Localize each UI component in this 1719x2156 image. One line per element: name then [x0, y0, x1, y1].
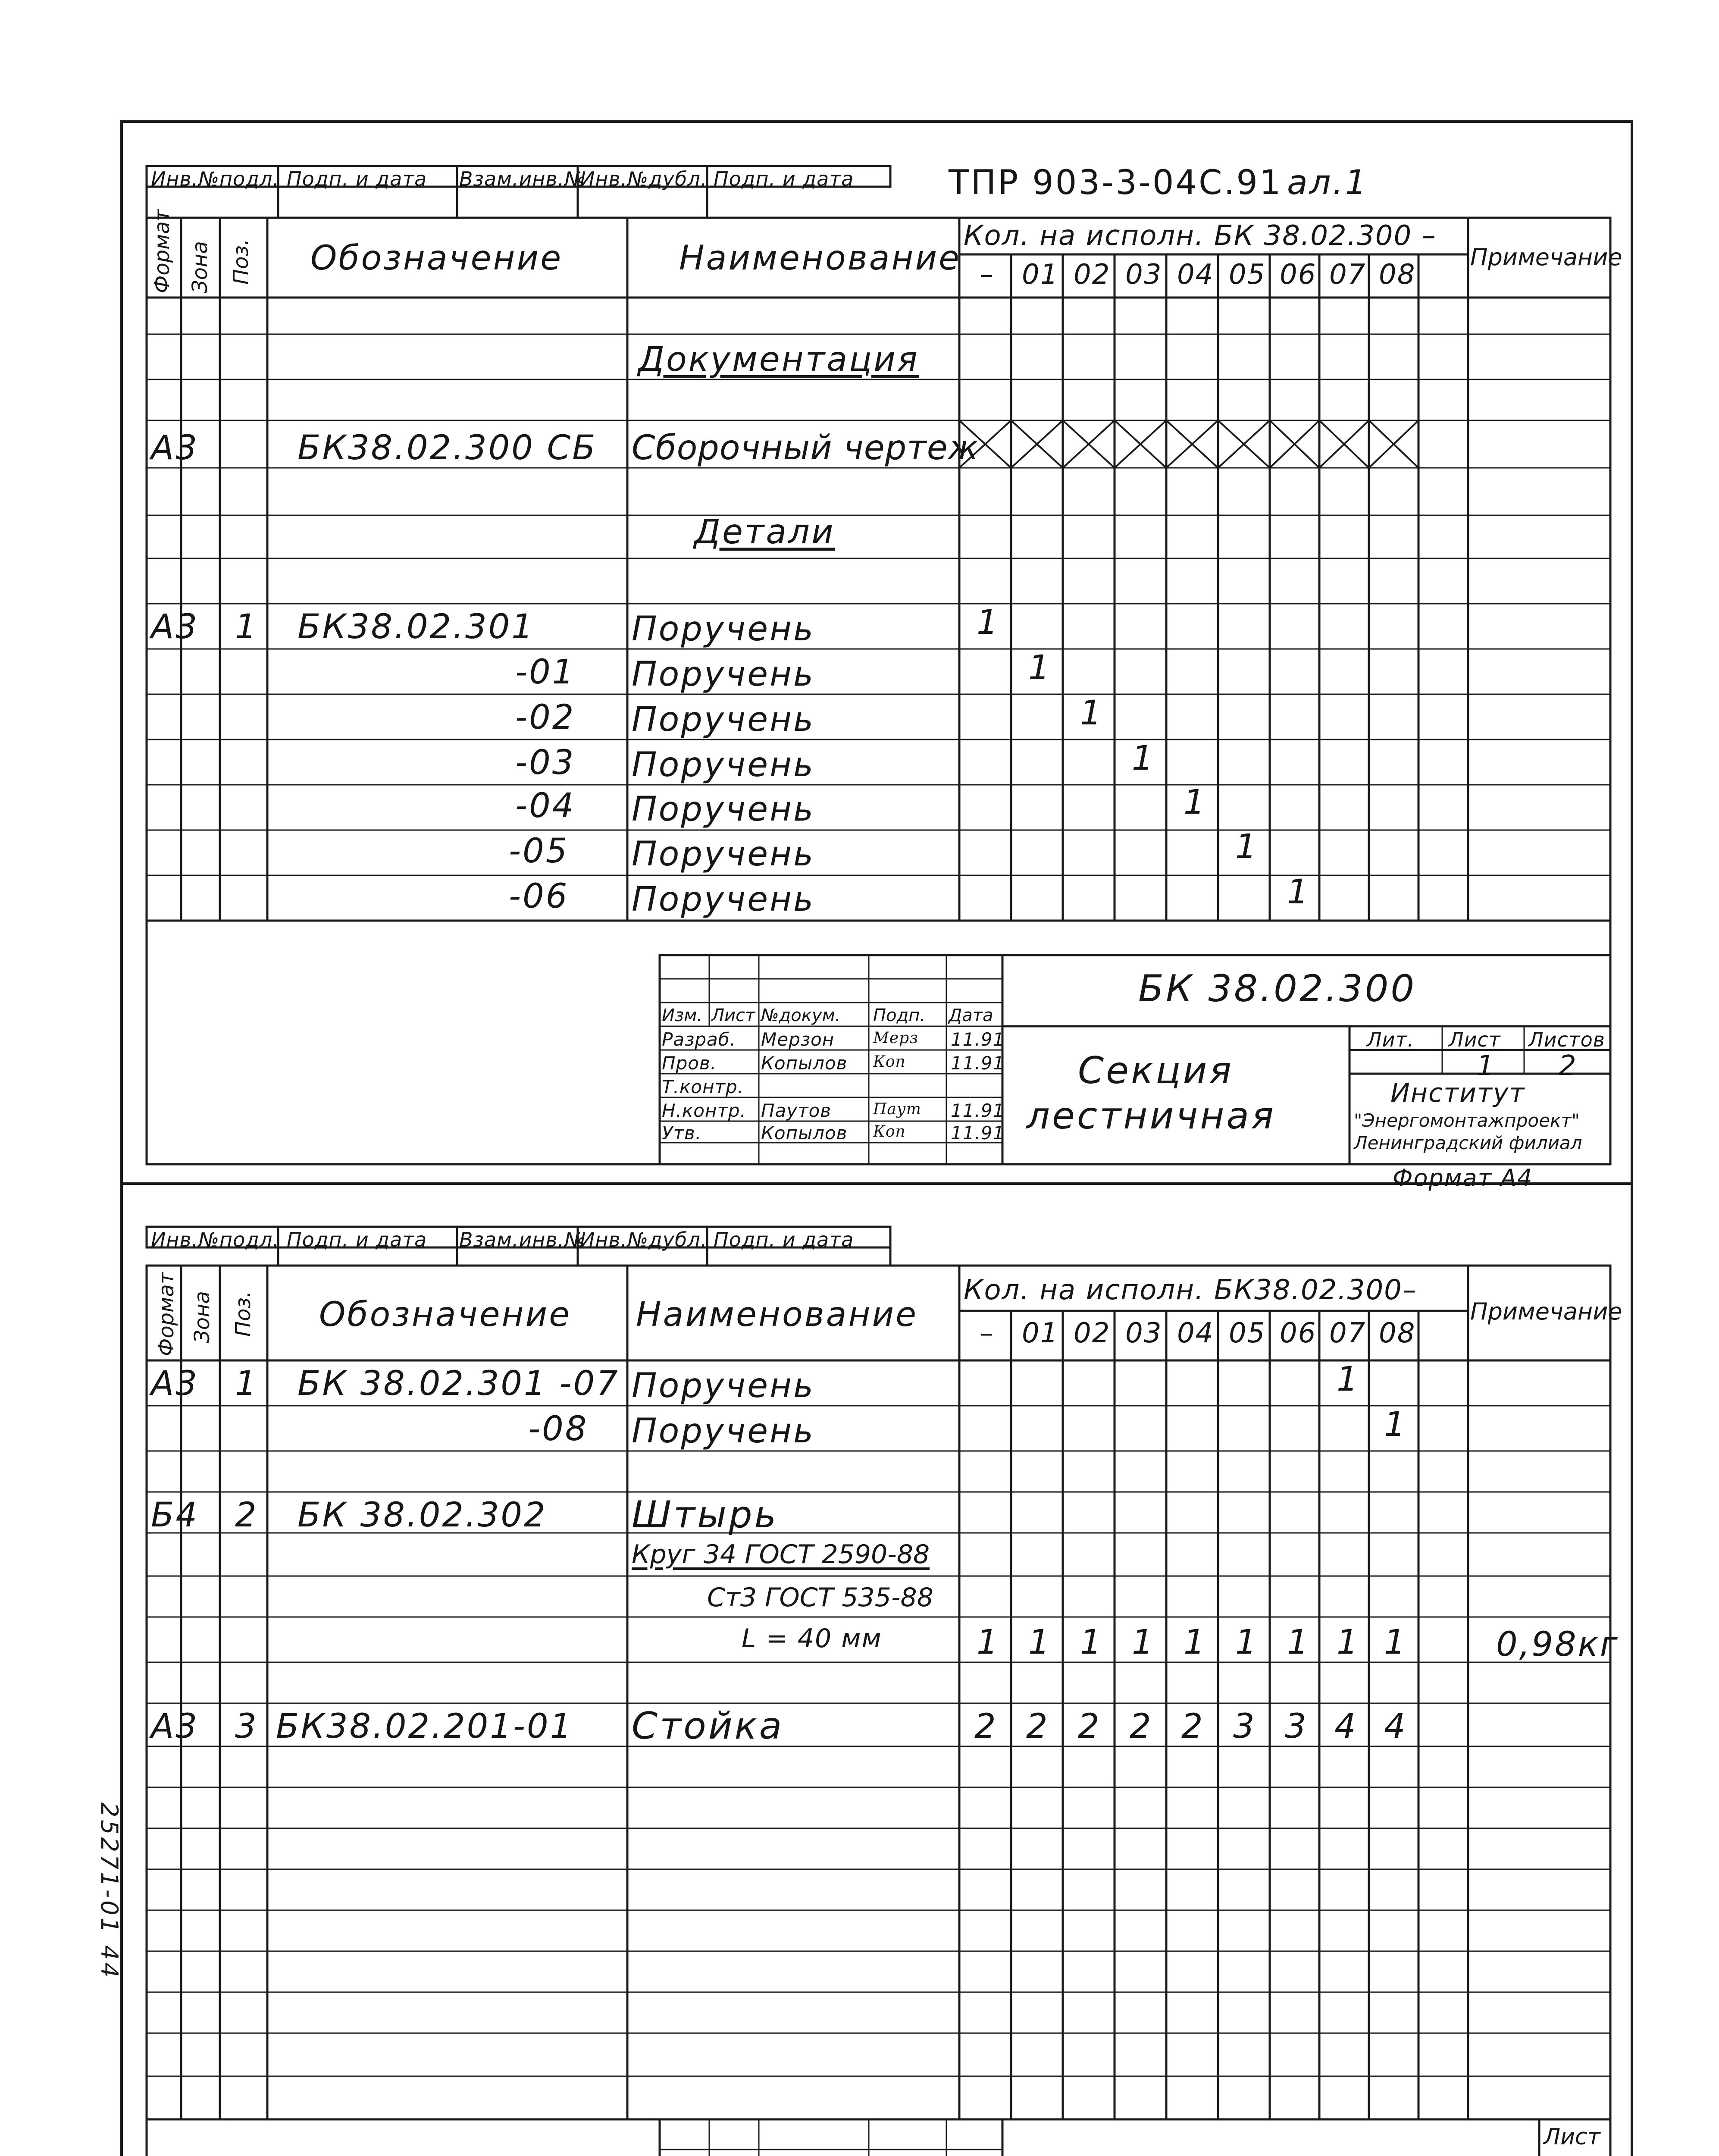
row3-qty: 1 [1080, 694, 1103, 733]
title-block-number: БК 38.02.300 [1138, 967, 1417, 1010]
s2-row7-designation: БК38.02.201-01 [276, 1707, 573, 1746]
s2-row3-pos: 2 [235, 1496, 258, 1535]
title-block-name-2: лестничная [1026, 1094, 1276, 1138]
row5-name: Поручень [632, 790, 815, 829]
s2-variant-header-05: 05 [1229, 1317, 1266, 1349]
s2-row7-qty-03: 2 [1130, 1707, 1153, 1746]
row4-name: Поручень [632, 746, 815, 784]
tb-head-sign: Подп. [873, 1006, 926, 1025]
s2-row7-qty-01: 2 [1026, 1707, 1049, 1746]
doc-code: ТПР 903-3-04С.91 [949, 163, 1283, 202]
s2-row3-designation: БК 38.02.302 [297, 1496, 547, 1535]
s2-row1-pos: 1 [235, 1364, 258, 1403]
row2-qty: 1 [1028, 649, 1052, 687]
tb-name-ncontrol: Паутов [761, 1100, 832, 1121]
s2-row1-qty07: 1 [1337, 1360, 1360, 1399]
row7-name: Поручень [632, 880, 815, 919]
tb-date-check: 11.91 [951, 1053, 1005, 1074]
row1-pos: 1 [235, 608, 258, 646]
tb-role-check: Пров. [662, 1053, 717, 1074]
sheet1-format-label: Формат А4 [1393, 1164, 1533, 1191]
s2-row7-qty-02: 2 [1078, 1707, 1101, 1746]
album-number: ал.1 [1287, 163, 1368, 202]
tb-sheet-label: Лист [1449, 1028, 1501, 1051]
doc-row-format: А3 [151, 429, 199, 467]
row1-format: А3 [151, 608, 199, 646]
row4-designation: -03 [515, 743, 576, 782]
row1-qty: 1 [977, 603, 1000, 642]
variant-header-04: 04 [1177, 259, 1214, 291]
tb-lit-label: Лит. [1367, 1028, 1414, 1051]
s2-col-qty-header: Кол. на исполн. БК38.02.300– [964, 1274, 1417, 1306]
variant-header-03: 03 [1125, 259, 1162, 291]
s2-variant-header-01: 01 [1022, 1317, 1059, 1349]
tb-sign-ncontrol: Паут [873, 1100, 921, 1118]
tb-date-dev: 11.91 [951, 1029, 1005, 1050]
doc-row-name: Сборочный чертеж [632, 429, 979, 467]
row7-designation: -06 [509, 877, 569, 916]
s2-row1-format: А3 [151, 1364, 199, 1403]
row1-name: Поручень [632, 610, 815, 649]
tb-org-3: Ленинградский филиал [1354, 1132, 1582, 1153]
tb-head-date: Дата [949, 1006, 993, 1025]
s2-row7-qty-base: 2 [974, 1707, 998, 1746]
doc-row-designation: БК38.02.300 СБ [297, 429, 597, 467]
row5-qty: 1 [1184, 783, 1207, 822]
s2-row3-name: Штырь [632, 1493, 779, 1536]
s2-row6-qty-08: 1 [1384, 1623, 1407, 1662]
col-pos-header: Поз. [229, 238, 253, 285]
variant-header-base: – [980, 259, 994, 291]
s2-row6-qty-06: 1 [1287, 1623, 1310, 1662]
row4-qty: 1 [1132, 739, 1155, 778]
stamp-inv-orig: Инв.№подл. [151, 167, 280, 191]
row1-designation: БК38.02.301 [297, 608, 535, 646]
tb-sheets-value: 2 [1559, 1050, 1577, 1082]
s2-col-format-header: Формат [154, 1272, 178, 1356]
row2-name: Поручень [632, 655, 815, 694]
stamp-sign-date: Подп. и дата [287, 167, 427, 191]
s2-col-note-header: Примечание [1470, 1298, 1622, 1325]
s2-row2-qty08: 1 [1384, 1405, 1407, 1444]
variant-header-02: 02 [1074, 259, 1111, 291]
s2-row6-qty-base: 1 [977, 1623, 1000, 1662]
s2-variant-header-base: – [980, 1317, 994, 1349]
tb-head-doc: №докум. [761, 1006, 841, 1025]
section-documentation: Документация [638, 340, 919, 379]
s2-variant-header-07: 07 [1329, 1317, 1366, 1349]
tb-sign-check: Коп [873, 1053, 906, 1071]
s2-row1-designation: БК 38.02.301 -07 [297, 1364, 620, 1403]
variant-header-05: 05 [1229, 259, 1266, 291]
s2-row6-qty-05: 1 [1235, 1623, 1259, 1662]
col-designation-header: Обозначение [310, 239, 563, 278]
variant-header-06: 06 [1280, 259, 1317, 291]
stamp-replace-inv: Взам.инв.№ [459, 167, 586, 191]
s2-col-designation-header: Обозначение [319, 1295, 572, 1334]
s2-row6-length: L = 40 мм [742, 1623, 882, 1654]
s2-col-name-header: Наименование [636, 1295, 918, 1334]
tb-date-approve: 11.91 [951, 1122, 1005, 1144]
s2-row6-qty-02: 1 [1080, 1623, 1103, 1662]
tb-role-tcontrol: Т.контр. [662, 1076, 744, 1097]
col-note-header: Примечание [1470, 244, 1622, 271]
stamp2-inv-dup: Инв.№дубл. [580, 1228, 708, 1251]
s2-row4-material: Круг 34 ГОСТ 2590-88 [632, 1539, 930, 1570]
variant-header-08: 08 [1379, 259, 1416, 291]
tb-head-list: Лист [711, 1006, 755, 1025]
tb-sheets-label: Листов [1528, 1028, 1605, 1051]
s2-row7-qty-04: 2 [1181, 1707, 1205, 1746]
s2-variant-header-04: 04 [1177, 1317, 1214, 1349]
variant-header-01: 01 [1022, 259, 1059, 291]
tb-name-approve: Копылов [761, 1122, 848, 1144]
row6-designation: -05 [509, 832, 569, 871]
s2-col-pos-header: Поз. [231, 1291, 255, 1337]
tb-sign-dev: Мерз [873, 1029, 918, 1047]
s2-row7-qty-05: 3 [1233, 1707, 1256, 1746]
section-parts: Детали [694, 513, 835, 552]
s2-row6-qty-07: 1 [1337, 1623, 1360, 1662]
col-qty-header: Кол. на исполн. БК 38.02.300 – [964, 220, 1437, 252]
stamp2-sign-date: Подп. и дата [287, 1228, 427, 1251]
stamp-inv-dup: Инв.№дубл. [580, 167, 708, 191]
s2-row2-designation: -08 [528, 1410, 589, 1448]
s2-row2-name: Поручень [632, 1412, 815, 1451]
s2-variant-header-06: 06 [1280, 1317, 1317, 1349]
variant-header-07: 07 [1329, 259, 1366, 291]
tb-org-2: "Энергомонтажпроект" [1354, 1110, 1580, 1131]
tb-name-check: Копылов [761, 1053, 848, 1074]
tb-org-1: Институт [1390, 1078, 1525, 1108]
tb-role-approve: Утв. [662, 1122, 702, 1144]
s2-row3-format: Б4 [151, 1496, 199, 1535]
s2-variant-header-03: 03 [1125, 1317, 1162, 1349]
tb-head-izm: Изм. [662, 1006, 703, 1025]
col-zone-header: Зона [188, 241, 212, 293]
s2-tb-sheet-label: Лист [1544, 2124, 1600, 2150]
s2-row6-qty-03: 1 [1132, 1623, 1155, 1662]
tb-name-dev: Мерзон [761, 1029, 835, 1050]
s2-row7-format: А3 [151, 1707, 199, 1746]
tb-date-ncontrol: 11.91 [951, 1100, 1005, 1121]
stamp-sign-date-2: Подп. и дата [714, 167, 854, 191]
row6-name: Поручень [632, 835, 815, 874]
tb-role-dev: Разраб. [662, 1029, 736, 1050]
stamp2-inv-orig: Инв.№подл. [151, 1228, 280, 1251]
s2-row5-steel: Ст3 ГОСТ 535-88 [707, 1583, 933, 1613]
side-archive-number: 25271-01 44 [96, 1802, 123, 1980]
col-format-header: Формат [150, 209, 174, 293]
tb-sign-approve: Коп [873, 1123, 906, 1141]
s2-row7-qty-06: 3 [1285, 1707, 1308, 1746]
row7-qty: 1 [1235, 827, 1259, 866]
stamp2-replace-inv: Взам.инв.№ [459, 1228, 586, 1251]
s2-row6-note: 0,98кг [1496, 1625, 1619, 1664]
s2-row7-qty-07: 4 [1334, 1707, 1358, 1746]
s2-col-zone-header: Зона [190, 1291, 214, 1343]
s2-row7-name: Стойка [632, 1705, 784, 1748]
s2-row7-qty-08: 4 [1384, 1707, 1407, 1746]
tb-sheet-value: 1 [1477, 1050, 1495, 1082]
tb-role-ncontrol: Н.контр. [662, 1100, 746, 1121]
s2-row6-qty-01: 1 [1028, 1623, 1052, 1662]
title-block-name-1: Секция [1078, 1049, 1234, 1092]
s2-variant-header-02: 02 [1074, 1317, 1111, 1349]
row3-name: Поручень [632, 700, 815, 739]
s2-variant-header-08: 08 [1379, 1317, 1416, 1349]
col-name-header: Наименование [679, 239, 961, 278]
s2-row6-qty-04: 1 [1184, 1623, 1207, 1662]
stamp2-sign-date-2: Подп. и дата [714, 1228, 854, 1251]
row3-designation: -02 [515, 698, 576, 737]
s2-row1-name: Поручень [632, 1366, 815, 1405]
row7-qty: 1 [1287, 873, 1310, 912]
row2-designation: -01 [515, 653, 576, 692]
row5-designation: -04 [515, 787, 576, 825]
s2-row7-pos: 3 [235, 1707, 258, 1746]
